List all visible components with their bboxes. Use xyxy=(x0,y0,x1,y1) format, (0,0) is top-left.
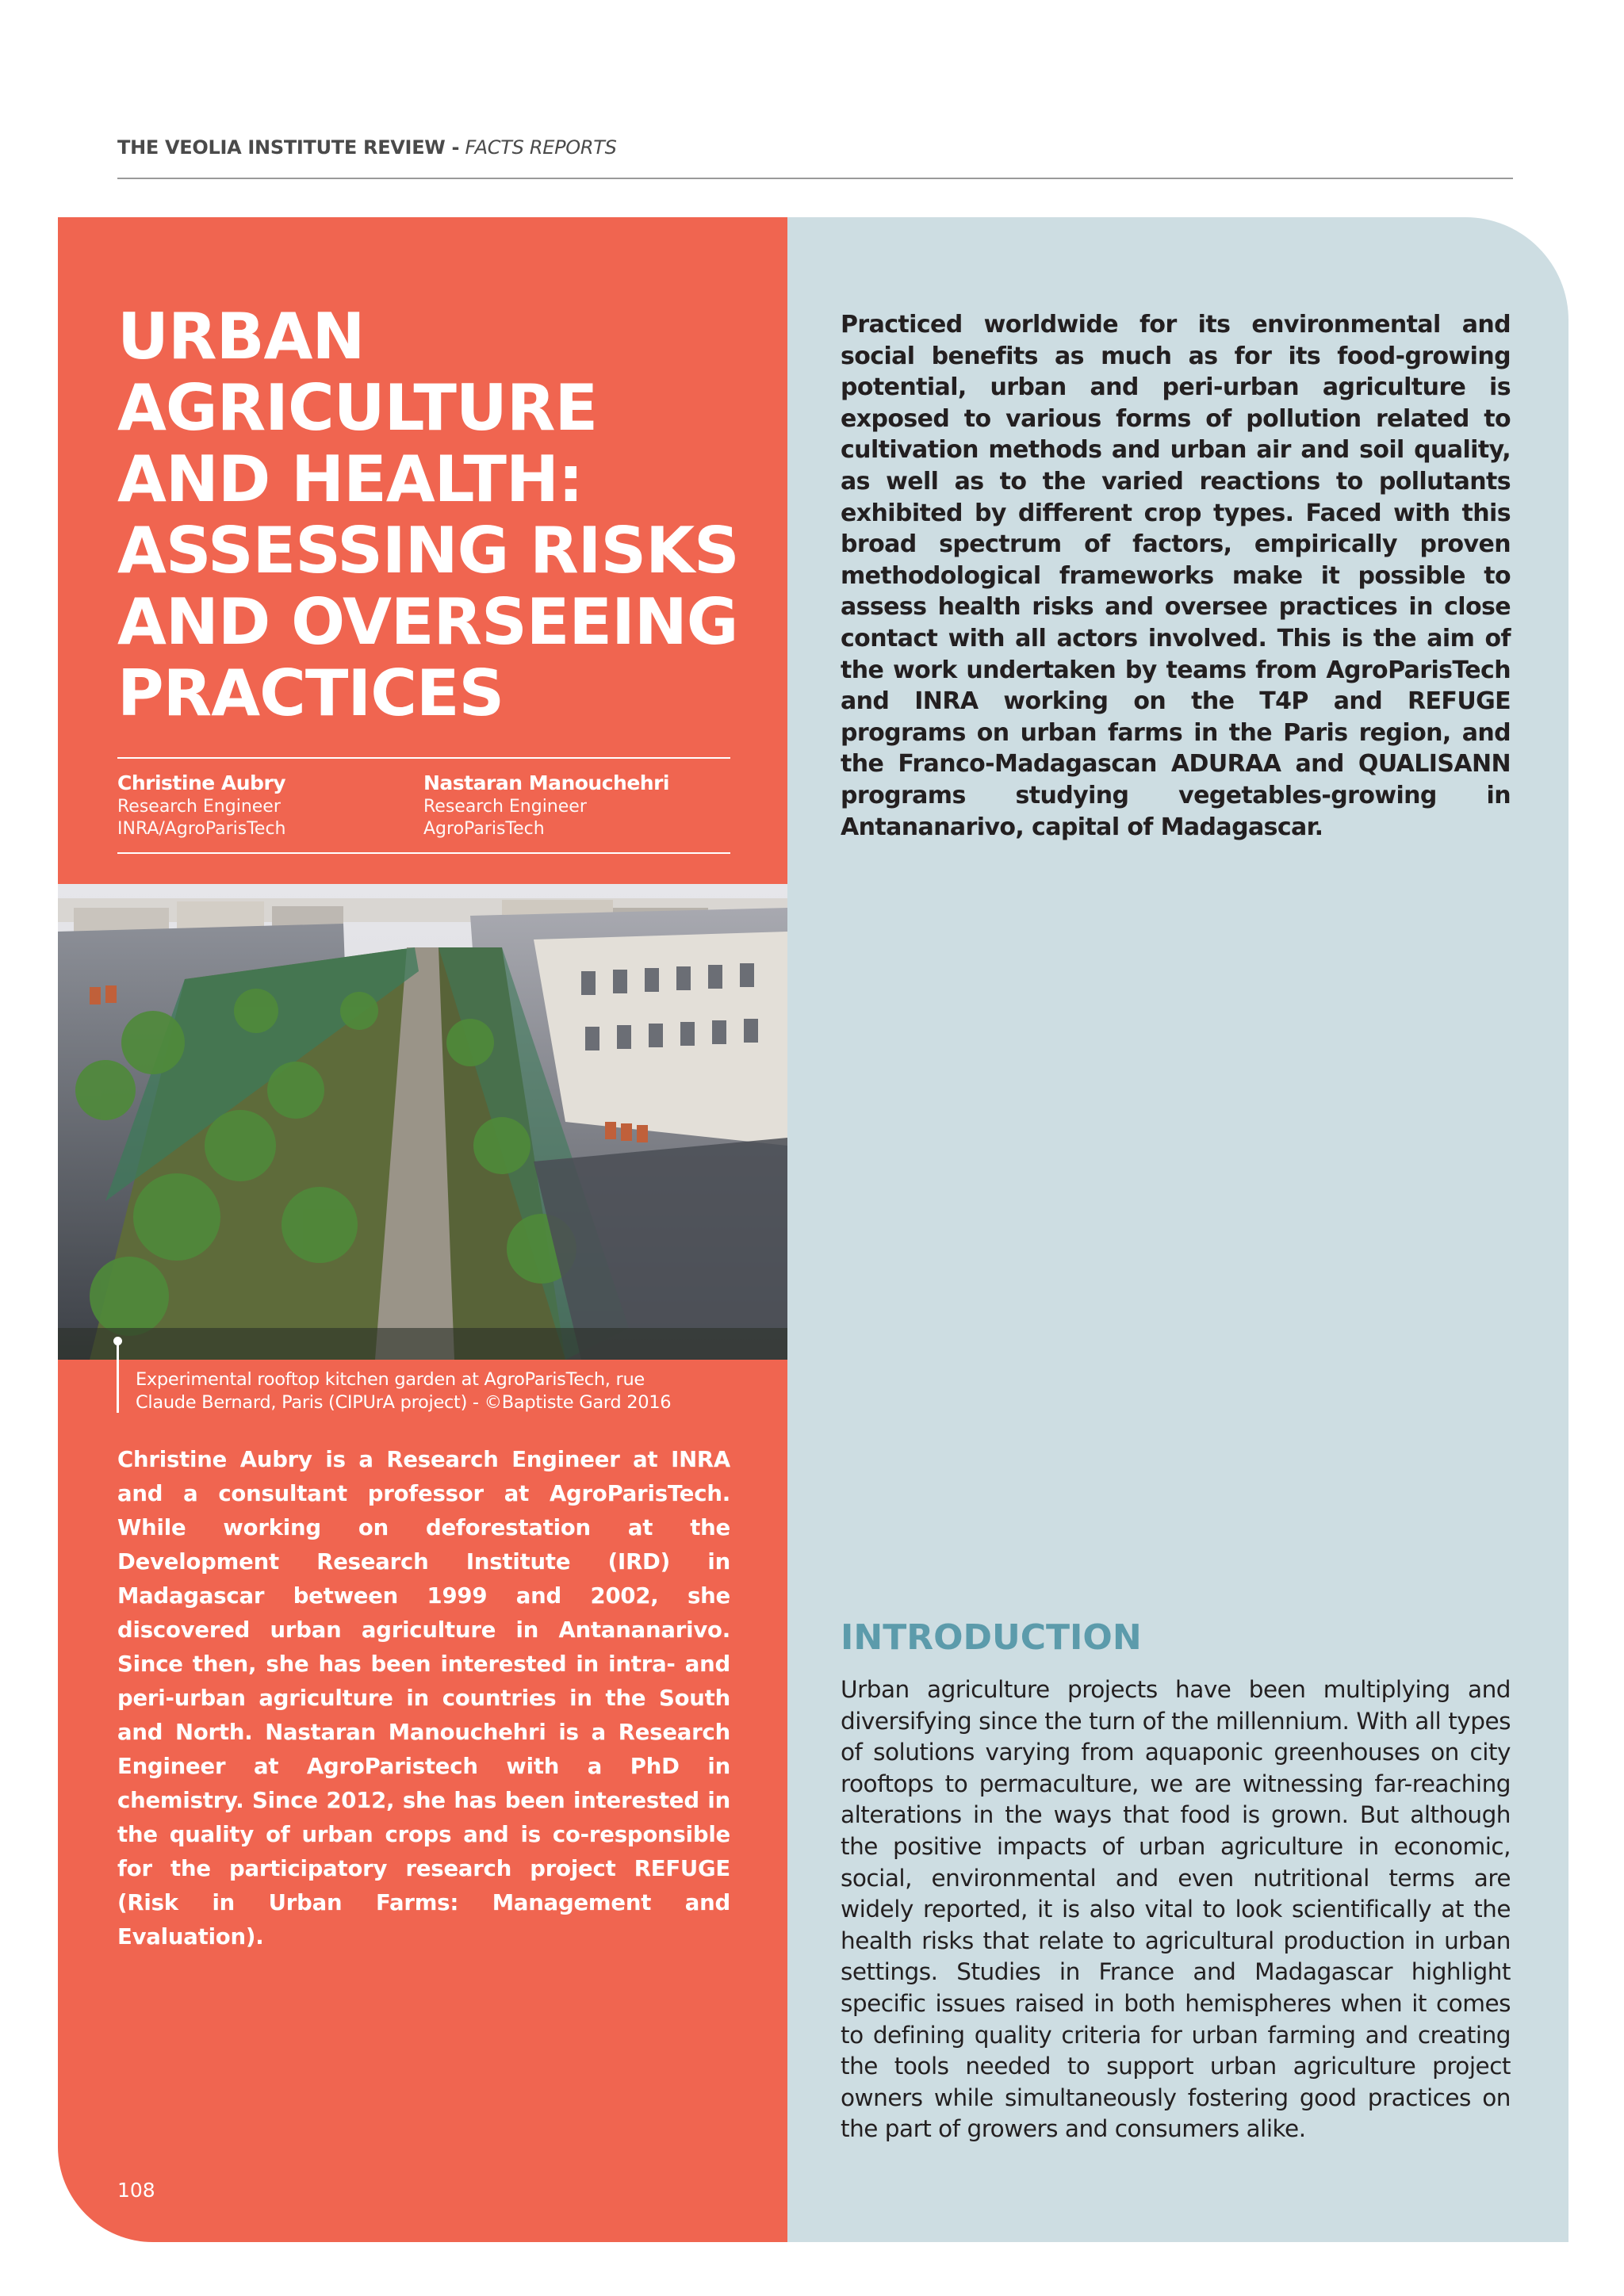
author-role: Research Engineer xyxy=(117,797,281,817)
page-number: 108 xyxy=(117,2179,155,2202)
title-line: AND OVERSEEING xyxy=(117,585,738,659)
title-line: ASSESSING RISKS xyxy=(117,514,739,587)
article-title xyxy=(117,301,752,729)
author-name: Nastaran Manouchehri xyxy=(423,771,669,794)
author-divider-bottom xyxy=(117,852,730,854)
caption-line: Claude Bernard, Paris (CIPUrA project) - ©Baptiste Gard 2016 xyxy=(136,1392,672,1413)
author-bio: Christine Aubry is a Research Engineer at INRA and a consultant professor at AgroParisTech. While working on deforestation at the Development Research Institute (IRD) in Madagascar between 1999 and 2002, she discovered urban agriculture in Antananarivo. Since then, she has been interested in intra- and peri-urban agriculture in countries in the South and North. Nastaran Manouchehri is a Research Engineer at AgroParistech with a PhD in chemistry. Since 2012, she has been interested in the quality of urban crops and is co-responsible for the participatory research project REFUGE (Risk in Urban Farms: Management and Evaluation). xyxy=(117,1447,730,1950)
introduction-body: Urban agriculture projects have been multiplying and diversifying since the turn of the millennium. With all types of solutions varying from aquaponic greenhouses on city rooftops to permaculture, we are witnessing far-reaching alterations in the ways that food is grown. But although the positive impacts of urban agriculture in economic, social, environmental and even nutritional terms are widely reported, it is also vital to look scientifically at the health risks that relate to agricultural production in urban settings. Studies in France and Madagascar highlight specific issues raised in both hemispheres when it comes to defining quality criteria for urban farming and creating the tools needed to support urban agriculture project owners while simultaneously fostering good practices on the part of growers and consumers alike. xyxy=(841,1676,1511,2143)
caption-marker-line xyxy=(117,1340,119,1413)
title-line: URBAN xyxy=(117,300,365,373)
article-abstract: Practiced worldwide for its environmental and social benefits as much as for its food-growing potential, urban and peri-urban agriculture is exposed to various forms of pollution related to cultivation methods and urban air and soil quality, as well as to the varied reactions to pollutants exhibited by different crop types. Faced with this broad spectrum of factors, empirically proven methodological frameworks make it possible to assess health risks and oversee practices in close contact with all actors involved. This is the aim of the work undertaken by teams from AgroParisTech and INRA working on the T4P and REFUGE programs on urban farms in the Paris region, and the Franco-Madagascan ADURAA and QUALISANN programs studying vegetables-growing in Antananarivo, capital of Madagascar. xyxy=(841,311,1511,841)
author-affiliation: AgroParisTech xyxy=(423,819,545,839)
caption-line: Experimental rooftop kitchen garden at AgroParisTech, rue xyxy=(136,1369,645,1390)
author-divider-top xyxy=(117,757,730,759)
section-name: FACTS REPORTS xyxy=(465,136,617,159)
running-header xyxy=(117,136,617,159)
author-role: Research Engineer xyxy=(423,797,587,817)
rooftop-garden-photo xyxy=(58,884,787,1360)
author-block xyxy=(117,771,286,840)
header-divider xyxy=(117,178,1513,179)
photo-caption xyxy=(136,1368,738,1414)
introduction-heading: INTRODUCTION xyxy=(841,1617,1142,1658)
title-line: AND HEALTH: xyxy=(117,442,583,516)
title-line: PRACTICES xyxy=(117,656,504,730)
title-line: AGRICULTURE xyxy=(117,371,598,445)
author-name: Christine Aubry xyxy=(117,771,286,794)
author-block xyxy=(423,771,669,840)
publication-name: THE VEOLIA INSTITUTE REVIEW - xyxy=(117,136,460,159)
author-affiliation: INRA/AgroParisTech xyxy=(117,819,286,839)
